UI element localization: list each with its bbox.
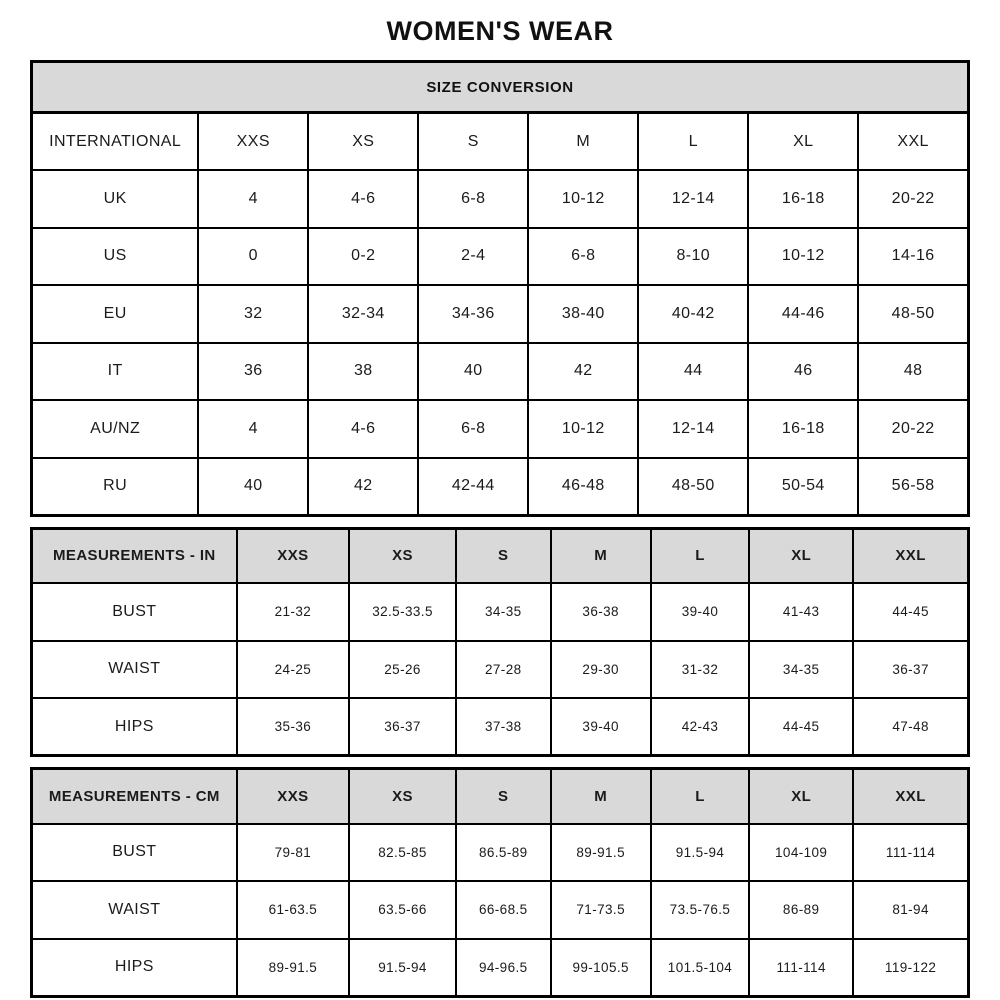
column-header: XXS	[198, 113, 308, 171]
table-cell: 34-36	[418, 285, 528, 343]
table-cell: 48-50	[638, 458, 748, 516]
row-label: UK	[32, 170, 199, 228]
table-cell: 40	[418, 343, 528, 401]
table-cell: 44	[638, 343, 748, 401]
table-cell: 46	[748, 343, 858, 401]
column-header: XXS	[237, 769, 349, 824]
table-cell: 44-46	[748, 285, 858, 343]
table-cell: 0-2	[308, 228, 418, 286]
table-cell: 50-54	[748, 458, 858, 516]
table-cell: 40-42	[638, 285, 748, 343]
table-cell: 86-89	[749, 881, 853, 939]
row-label: HIPS	[32, 698, 237, 756]
table-cell: 94-96.5	[456, 939, 551, 997]
row-label: RU	[32, 458, 199, 516]
table-row	[32, 458, 969, 516]
column-header: XXL	[853, 528, 968, 583]
table-cell: 111-114	[853, 824, 968, 882]
table-cell: 40	[198, 458, 308, 516]
table-cell: 44-45	[853, 583, 968, 641]
table-cell: 4-6	[308, 170, 418, 228]
table-row	[32, 939, 969, 997]
table-cell: 42-43	[651, 698, 749, 756]
column-header: XS	[349, 528, 456, 583]
table-cell: 86.5-89	[456, 824, 551, 882]
table-cell: 73.5-76.5	[651, 881, 749, 939]
table-cell: 111-114	[749, 939, 853, 997]
table-row	[32, 170, 969, 228]
measurements-in-grid	[30, 527, 970, 758]
table-row	[32, 343, 969, 401]
table-cell: 101.5-104	[651, 939, 749, 997]
table-cell: 36-37	[853, 641, 968, 699]
row-label: WAIST	[32, 881, 237, 939]
table-cell: 36-37	[349, 698, 456, 756]
column-header: XL	[749, 528, 853, 583]
header-row	[32, 528, 969, 583]
table-cell: 24-25	[237, 641, 349, 699]
header-row	[32, 113, 969, 171]
column-header: XS	[349, 769, 456, 824]
table-cell: 36	[198, 343, 308, 401]
table-cell: 0	[198, 228, 308, 286]
column-header: S	[456, 528, 551, 583]
table-cell: 42	[528, 343, 638, 401]
row-label: HIPS	[32, 939, 237, 997]
table-cell: 104-109	[749, 824, 853, 882]
table-cell: 89-91.5	[551, 824, 651, 882]
table-cell: 79-81	[237, 824, 349, 882]
table-cell: 6-8	[418, 400, 528, 458]
size-conversion-grid	[30, 111, 970, 517]
column-header: MEASUREMENTS - IN	[32, 528, 237, 583]
table-cell: 38-40	[528, 285, 638, 343]
size-conversion-header: SIZE CONVERSION	[30, 60, 970, 111]
column-header: S	[456, 769, 551, 824]
column-header: L	[651, 769, 749, 824]
table-cell: 99-105.5	[551, 939, 651, 997]
column-header: MEASUREMENTS - CM	[32, 769, 237, 824]
table-cell: 8-10	[638, 228, 748, 286]
row-label: IT	[32, 343, 199, 401]
table-cell: 119-122	[853, 939, 968, 997]
table-cell: 47-48	[853, 698, 968, 756]
table-cell: 82.5-85	[349, 824, 456, 882]
measurements-cm-table	[30, 767, 970, 998]
table-row	[32, 583, 969, 641]
table-cell: 2-4	[418, 228, 528, 286]
table-cell: 36-38	[551, 583, 651, 641]
table-cell: 66-68.5	[456, 881, 551, 939]
table-cell: 32	[198, 285, 308, 343]
table-cell: 39-40	[651, 583, 749, 641]
table-row	[32, 400, 969, 458]
table-cell: 32.5-33.5	[349, 583, 456, 641]
column-header: S	[418, 113, 528, 171]
table-row	[32, 641, 969, 699]
table-cell: 27-28	[456, 641, 551, 699]
table-cell: 38	[308, 343, 418, 401]
column-header: XL	[749, 769, 853, 824]
column-header: XS	[308, 113, 418, 171]
column-header: XXL	[858, 113, 968, 171]
table-row	[32, 228, 969, 286]
table-cell: 34-35	[456, 583, 551, 641]
row-label: BUST	[32, 824, 237, 882]
table-cell: 81-94	[853, 881, 968, 939]
column-header: M	[528, 113, 638, 171]
table-cell: 46-48	[528, 458, 638, 516]
column-header: XXS	[237, 528, 349, 583]
measurements-cm-grid	[30, 767, 970, 998]
table-cell: 29-30	[551, 641, 651, 699]
table-cell: 37-38	[456, 698, 551, 756]
column-header: XXL	[853, 769, 968, 824]
table-cell: 16-18	[748, 400, 858, 458]
table-cell: 91.5-94	[651, 824, 749, 882]
table-cell: 6-8	[418, 170, 528, 228]
table-cell: 48	[858, 343, 968, 401]
table-cell: 14-16	[858, 228, 968, 286]
table-row	[32, 285, 969, 343]
table-cell: 44-45	[749, 698, 853, 756]
table-cell: 20-22	[858, 400, 968, 458]
table-cell: 89-91.5	[237, 939, 349, 997]
column-header: L	[651, 528, 749, 583]
table-cell: 56-58	[858, 458, 968, 516]
measurements-in-table	[30, 527, 970, 758]
table-cell: 42	[308, 458, 418, 516]
page-title: WOMEN'S WEAR	[386, 16, 614, 46]
table-cell: 10-12	[528, 170, 638, 228]
column-header: L	[638, 113, 748, 171]
row-label: AU/NZ	[32, 400, 199, 458]
table-cell: 4	[198, 400, 308, 458]
column-header: INTERNATIONAL	[32, 113, 199, 171]
table-cell: 4-6	[308, 400, 418, 458]
table-cell: 48-50	[858, 285, 968, 343]
table-cell: 41-43	[749, 583, 853, 641]
table-cell: 12-14	[638, 170, 748, 228]
table-cell: 63.5-66	[349, 881, 456, 939]
table-cell: 61-63.5	[237, 881, 349, 939]
table-cell: 16-18	[748, 170, 858, 228]
table-row	[32, 881, 969, 939]
table-cell: 31-32	[651, 641, 749, 699]
table-cell: 21-32	[237, 583, 349, 641]
table-cell: 25-26	[349, 641, 456, 699]
table-cell: 91.5-94	[349, 939, 456, 997]
table-cell: 10-12	[748, 228, 858, 286]
table-cell: 4	[198, 170, 308, 228]
table-cell: 32-34	[308, 285, 418, 343]
table-cell: 20-22	[858, 170, 968, 228]
table-row	[32, 824, 969, 882]
table-cell: 34-35	[749, 641, 853, 699]
table-cell: 42-44	[418, 458, 528, 516]
size-conversion-table	[30, 60, 970, 517]
table-cell: 6-8	[528, 228, 638, 286]
table-cell: 10-12	[528, 400, 638, 458]
table-row	[32, 698, 969, 756]
row-label: BUST	[32, 583, 237, 641]
column-header: XL	[748, 113, 858, 171]
column-header: M	[551, 528, 651, 583]
row-label: US	[32, 228, 199, 286]
table-cell: 71-73.5	[551, 881, 651, 939]
row-label: WAIST	[32, 641, 237, 699]
table-cell: 35-36	[237, 698, 349, 756]
header-row	[32, 769, 969, 824]
table-cell: 12-14	[638, 400, 748, 458]
row-label: EU	[32, 285, 199, 343]
table-cell: 39-40	[551, 698, 651, 756]
column-header: M	[551, 769, 651, 824]
